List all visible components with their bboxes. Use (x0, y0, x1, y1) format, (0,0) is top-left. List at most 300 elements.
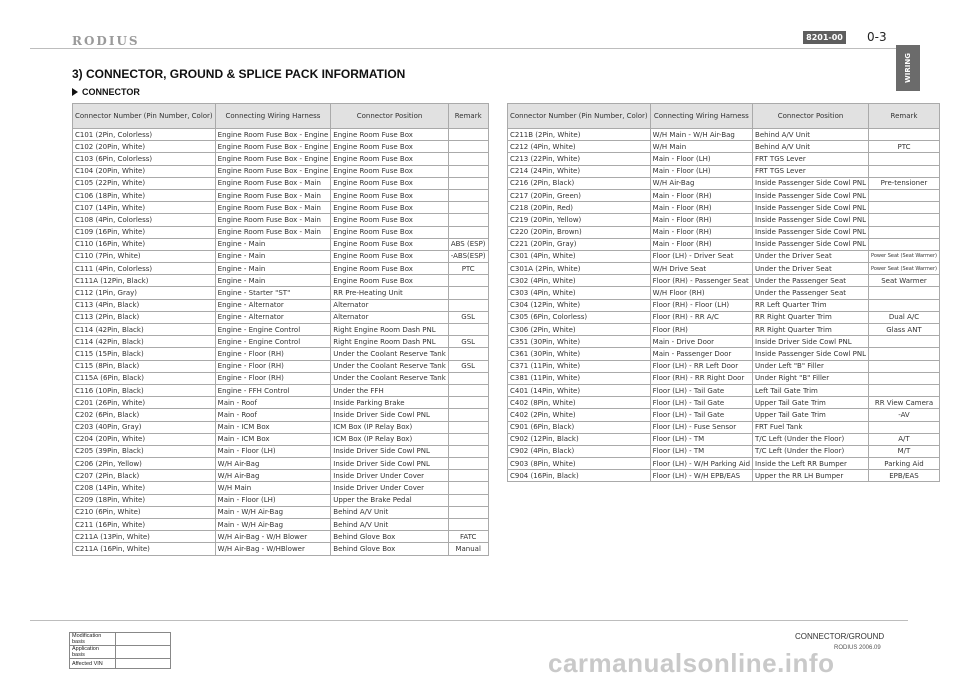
position-cell: Engine Room Fuse Box (331, 238, 448, 250)
remark-cell: -ABS(ESP) (448, 250, 488, 262)
position-cell: Alternator (331, 311, 448, 323)
harness-cell: Engine - Main (215, 263, 331, 275)
position-cell: Inside Passenger Side Cowl PNL (753, 348, 869, 360)
table-row (73, 202, 489, 214)
position-cell: Engine Room Fuse Box (331, 177, 448, 189)
harness-cell: Main - Floor (RH) (650, 226, 752, 238)
harness-cell: W/H Main (650, 141, 752, 153)
table-row (508, 263, 940, 275)
connector-number-cell: C216 (2Pin, Black) (508, 177, 651, 189)
remark-cell (448, 506, 488, 518)
connector-number-cell: C115 (15Pin, Black) (73, 348, 216, 360)
table-row (508, 372, 940, 384)
modification-box (69, 632, 171, 669)
table-row (73, 409, 489, 421)
position-cell: RR Left Quarter Trim (753, 299, 869, 311)
connector-number-cell: C302 (4Pin, White) (508, 275, 651, 287)
connector-number-cell: C351 (30Pin, White) (508, 336, 651, 348)
remark-cell: GSL (448, 360, 488, 372)
connector-number-cell: C301 (4Pin, White) (508, 250, 651, 262)
remark-cell (448, 214, 488, 226)
table-row (508, 189, 940, 201)
connector-number-cell: C904 (16Pin, Black) (508, 470, 651, 482)
remark-cell (448, 458, 488, 470)
harness-cell: Main - Roof (215, 409, 331, 421)
position-cell: ICM Box (IP Relay Box) (331, 433, 448, 445)
harness-cell: Floor (LH) - Tail Gate (650, 384, 752, 396)
remark-cell (868, 360, 939, 372)
position-cell: Under the Passenger Seat (753, 275, 869, 287)
table-row (508, 458, 940, 470)
harness-cell: Floor (LH) - W/H EPB/EAS (650, 470, 752, 482)
remark-cell (448, 348, 488, 360)
remark-cell (448, 202, 488, 214)
remark-cell: PTC (868, 141, 939, 153)
harness-cell: Engine Room Fuse Box - Engine (215, 129, 331, 141)
harness-cell: Engine - Main (215, 238, 331, 250)
position-cell: RR Pre-Heating Unit (331, 287, 448, 299)
connector-number-cell: C113 (2Pin, Black) (73, 311, 216, 323)
harness-cell: Engine - Alternator (215, 299, 331, 311)
remark-cell (448, 433, 488, 445)
modification-basis-value (116, 633, 171, 646)
connector-number-cell: C111 (4Pin, Colorless) (73, 263, 216, 275)
position-cell: Under the Passenger Seat (753, 287, 869, 299)
connector-number-cell: C401 (14Pin, White) (508, 384, 651, 396)
connector-number-cell: C111A (12Pin, Black) (73, 275, 216, 287)
table-row (508, 470, 940, 482)
connector-number-cell: C218 (20Pin, Red) (508, 202, 651, 214)
position-cell: Inside the Left RR Bumper (753, 458, 869, 470)
connector-number-cell: C305 (6Pin, Colorless) (508, 311, 651, 323)
harness-cell: Main - Floor (LH) (650, 165, 752, 177)
table-row (508, 202, 940, 214)
connector-number-cell: C203 (40Pin, Gray) (73, 421, 216, 433)
position-cell: Inside Driver Side Cowl PNL (331, 445, 448, 457)
harness-cell: Engine - Floor (RH) (215, 360, 331, 372)
remark-cell: Glass ANT (868, 324, 939, 336)
table-row (508, 397, 940, 409)
position-cell: Behind Glove Box (331, 543, 448, 555)
harness-cell: W/H Main - W/H Air-Bag (650, 129, 752, 141)
table-header-row (508, 104, 940, 129)
table-row (73, 482, 489, 494)
connector-number-cell: C381 (11Pin, White) (508, 372, 651, 384)
position-cell: Inside Driver Side Cowl PNL (331, 458, 448, 470)
connector-number-cell: C110 (16Pin, White) (73, 238, 216, 250)
table-row (73, 372, 489, 384)
remark-cell: -AV (868, 409, 939, 421)
col-header-harness: Connecting Wiring Harness (215, 104, 331, 129)
remark-cell: Manual (448, 543, 488, 555)
harness-cell: Engine Room Fuse Box - Main (215, 202, 331, 214)
connector-number-cell: C209 (18Pin, White) (73, 494, 216, 506)
position-cell: Under the Coolant Reserve Tank (331, 372, 448, 384)
table-row (73, 287, 489, 299)
table-row (73, 263, 489, 275)
harness-cell: Engine - Starter "ST" (215, 287, 331, 299)
table-header-row (73, 104, 489, 129)
harness-cell: Engine Room Fuse Box - Main (215, 226, 331, 238)
connector-number-cell: C114 (42Pin, Black) (73, 336, 216, 348)
harness-cell: Engine - Floor (RH) (215, 372, 331, 384)
remark-cell (868, 189, 939, 201)
remark-cell: Power Seat (Seat Warmer) (868, 263, 939, 275)
connector-number-cell: C105 (22Pin, White) (73, 177, 216, 189)
remark-cell (448, 519, 488, 531)
remark-cell (448, 470, 488, 482)
table-row (73, 494, 489, 506)
remark-cell (448, 494, 488, 506)
table-row (73, 519, 489, 531)
remark-cell (448, 324, 488, 336)
remark-cell (868, 372, 939, 384)
harness-cell: Main - Floor (RH) (650, 202, 752, 214)
table-row (508, 226, 940, 238)
harness-cell: W/H Floor (RH) (650, 287, 752, 299)
position-cell: Engine Room Fuse Box (331, 250, 448, 262)
harness-cell: W/H Main (215, 482, 331, 494)
position-cell: Engine Room Fuse Box (331, 129, 448, 141)
connector-number-cell: C103 (6Pin, Colorless) (73, 153, 216, 165)
position-cell: Engine Room Fuse Box (331, 202, 448, 214)
remark-cell (448, 153, 488, 165)
remark-cell (868, 299, 939, 311)
affected-vin-value (116, 659, 171, 669)
position-cell: Engine Room Fuse Box (331, 214, 448, 226)
header-rule (30, 48, 908, 49)
harness-cell: Floor (RH) - Floor (LH) (650, 299, 752, 311)
table-row (73, 470, 489, 482)
remark-cell (448, 421, 488, 433)
table-row (508, 129, 940, 141)
position-cell: Inside Passenger Side Cowl PNL (753, 214, 869, 226)
connector-number-cell: C109 (16Pin, White) (73, 226, 216, 238)
remark-cell: Seat Warmer (868, 275, 939, 287)
position-cell: Alternator (331, 299, 448, 311)
footer-title: CONNECTOR/GROUND (795, 632, 885, 641)
connector-table-right (507, 103, 940, 482)
connector-number-cell: C214 (24Pin, White) (508, 165, 651, 177)
table-row (508, 275, 940, 287)
position-cell: Engine Room Fuse Box (331, 153, 448, 165)
connector-number-cell: C902 (4Pin, Black) (508, 445, 651, 457)
connector-number-cell: C101 (2Pin, Colorless) (73, 129, 216, 141)
harness-cell: W/H Air-Bag (215, 458, 331, 470)
position-cell: Under Left "B" Filler (753, 360, 869, 372)
connector-table-left (72, 103, 489, 556)
table-row (73, 445, 489, 457)
harness-cell: Main - Floor (RH) (650, 189, 752, 201)
position-cell: Behind A/V Unit (331, 519, 448, 531)
table-row (73, 336, 489, 348)
harness-cell: W/H Air-Bag - W/HBlower (215, 543, 331, 555)
remark-cell (448, 372, 488, 384)
table-row (73, 141, 489, 153)
connector-number-cell: C204 (20Pin, White) (73, 433, 216, 445)
table-row (73, 421, 489, 433)
remark-cell (448, 177, 488, 189)
connector-number-cell: C113 (4Pin, Black) (73, 299, 216, 311)
harness-cell: Floor (LH) - Tail Gate (650, 409, 752, 421)
harness-cell: W/H Air-Bag - W/H Blower (215, 531, 331, 543)
remark-cell (868, 129, 939, 141)
position-cell: Right Engine Room Dash PNL (331, 336, 448, 348)
remark-cell (448, 482, 488, 494)
harness-cell: W/H Drive Seat (650, 263, 752, 275)
position-cell: Inside Passenger Side Cowl PNL (753, 177, 869, 189)
chapter-side-tab[interactable] (896, 45, 920, 91)
table-row (508, 177, 940, 189)
connector-number-cell: C306 (2Pin, White) (508, 324, 651, 336)
connector-number-cell: C211 (16Pin, White) (73, 519, 216, 531)
col-header-number: Connector Number (Pin Number, Color) (508, 104, 651, 129)
harness-cell: Main - Passenger Door (650, 348, 752, 360)
table-row (73, 250, 489, 262)
col-header-remark: Remark (448, 104, 488, 129)
connector-number-cell: C106 (18Pin, White) (73, 189, 216, 201)
harness-cell: W/H Air-Bag (650, 177, 752, 189)
section-title: 3) CONNECTOR, GROUND & SPLICE PACK INFORMATION (72, 67, 406, 81)
harness-cell: Engine Room Fuse Box - Main (215, 214, 331, 226)
section-code-badge: 8201-00 (803, 31, 846, 44)
table-row (73, 165, 489, 177)
remark-cell: A/T (868, 433, 939, 445)
position-cell: Inside Passenger Side Cowl PNL (753, 238, 869, 250)
table-row (508, 165, 940, 177)
connector-number-cell: C902 (12Pin, Black) (508, 433, 651, 445)
position-cell: Right Engine Room Dash PNL (331, 324, 448, 336)
triangle-bullet-icon (72, 88, 78, 96)
table-row (508, 141, 940, 153)
position-cell: Under Right "B" Filler (753, 372, 869, 384)
remark-cell (448, 397, 488, 409)
watermark-text: carmanualsonline.info (548, 648, 835, 678)
position-cell: Engine Room Fuse Box (331, 189, 448, 201)
remark-cell (868, 202, 939, 214)
connector-number-cell: C202 (6Pin, Black) (73, 409, 216, 421)
table-row (73, 397, 489, 409)
table-row (73, 348, 489, 360)
remark-cell (448, 275, 488, 287)
connector-number-cell: C211A (13Pin, White) (73, 531, 216, 543)
page-number: 0-3 (867, 30, 887, 44)
table-row (508, 409, 940, 421)
table-row (73, 129, 489, 141)
connector-number-cell: C102 (20Pin, White) (73, 141, 216, 153)
connector-number-cell: C361 (30Pin, White) (508, 348, 651, 360)
connector-number-cell: C371 (11Pin, White) (508, 360, 651, 372)
table-row (73, 153, 489, 165)
harness-cell: Floor (RH) (650, 324, 752, 336)
remark-cell (868, 287, 939, 299)
harness-cell: Main - Floor (RH) (650, 214, 752, 226)
connector-number-cell: C211A (16Pin, White) (73, 543, 216, 555)
footer-rule (30, 620, 908, 621)
harness-cell: Main - Floor (LH) (650, 153, 752, 165)
table-row (73, 226, 489, 238)
table-row (508, 433, 940, 445)
remark-cell (448, 287, 488, 299)
table-row (508, 324, 940, 336)
position-cell: Inside Driver Under Cover (331, 470, 448, 482)
brand-logo: RODIUS (72, 34, 140, 48)
harness-cell: Main - Floor (LH) (215, 445, 331, 457)
position-cell: Inside Driver Side Cowl PNL (753, 336, 869, 348)
position-cell: Inside Passenger Side Cowl PNL (753, 189, 869, 201)
remark-cell: Pre-tensioner (868, 177, 939, 189)
table-row (73, 238, 489, 250)
table-row (73, 275, 489, 287)
connector-number-cell: C104 (20Pin, White) (73, 165, 216, 177)
remark-cell (868, 238, 939, 250)
table-row (73, 299, 489, 311)
table-row (508, 250, 940, 262)
harness-cell: Floor (RH) - Passenger Seat (650, 275, 752, 287)
modification-basis-label: Modification basis (70, 633, 116, 646)
col-header-number: Connector Number (Pin Number, Color) (73, 104, 216, 129)
harness-cell: Main - Floor (LH) (215, 494, 331, 506)
harness-cell: Main - Floor (RH) (650, 238, 752, 250)
table-row (508, 421, 940, 433)
harness-cell: Main - ICM Box (215, 433, 331, 445)
table-row (508, 153, 940, 165)
position-cell: Engine Room Fuse Box (331, 263, 448, 275)
position-cell: T/C Left (Under the Floor) (753, 433, 869, 445)
position-cell: Inside Passenger Side Cowl PNL (753, 226, 869, 238)
harness-cell: Engine - Main (215, 275, 331, 287)
remark-cell: PTC (448, 263, 488, 275)
connector-number-cell: C205 (39Pin, Black) (73, 445, 216, 457)
table-row (73, 189, 489, 201)
connector-number-cell: C115 (8Pin, Black) (73, 360, 216, 372)
table-row (73, 531, 489, 543)
application-basis-value (116, 646, 171, 659)
col-header-remark: Remark (868, 104, 939, 129)
table-row (508, 384, 940, 396)
remark-cell (868, 153, 939, 165)
connector-number-cell: C212 (4Pin, White) (508, 141, 651, 153)
remark-cell: GSL (448, 311, 488, 323)
connector-number-cell: C301A (2Pin, White) (508, 263, 651, 275)
harness-cell: Floor (LH) - Tail Gate (650, 397, 752, 409)
application-basis-label: Application basis (70, 646, 116, 659)
table-row (73, 214, 489, 226)
position-cell: Under the Driver Seat (753, 250, 869, 262)
remark-cell (448, 165, 488, 177)
table-row (73, 360, 489, 372)
connector-number-cell: C211B (2Pin, White) (508, 129, 651, 141)
position-cell: Behind Glove Box (331, 531, 448, 543)
position-cell: Inside Passenger Side Cowl PNL (753, 202, 869, 214)
connector-number-cell: C213 (22Pin, White) (508, 153, 651, 165)
connector-number-cell: C115A (6Pin, Black) (73, 372, 216, 384)
position-cell: Upper the RR LH Bumper (753, 470, 869, 482)
harness-cell: Floor (LH) - RR Left Door (650, 360, 752, 372)
table-row (73, 458, 489, 470)
remark-cell: Parking Aid (868, 458, 939, 470)
connector-number-cell: C304 (12Pin, White) (508, 299, 651, 311)
position-cell: Upper the Brake Pedal (331, 494, 448, 506)
harness-cell: Floor (LH) - Fuse Sensor (650, 421, 752, 433)
col-header-harness: Connecting Wiring Harness (650, 104, 752, 129)
harness-cell: Main - ICM Box (215, 421, 331, 433)
connector-number-cell: C402 (8Pin, White) (508, 397, 651, 409)
remark-cell (448, 129, 488, 141)
harness-cell: Floor (RH) - RR Right Door (650, 372, 752, 384)
remark-cell: FATC (448, 531, 488, 543)
harness-cell: Main - Drive Door (650, 336, 752, 348)
harness-cell: Engine - Engine Control (215, 336, 331, 348)
position-cell: Left Tail Gate Trim (753, 384, 869, 396)
table-row (508, 360, 940, 372)
connector-number-cell: C207 (2Pin, Black) (73, 470, 216, 482)
table-row (508, 311, 940, 323)
position-cell: RR Right Quarter Trim (753, 311, 869, 323)
table-row (73, 506, 489, 518)
position-cell: Inside Driver Side Cowl PNL (331, 409, 448, 421)
remark-cell (448, 384, 488, 396)
connector-number-cell: C116 (10Pin, Black) (73, 384, 216, 396)
remark-cell (868, 165, 939, 177)
sub-title-text: CONNECTOR (82, 87, 140, 97)
position-cell: FRT TGS Lever (753, 153, 869, 165)
connector-number-cell: C110 (7Pin, White) (73, 250, 216, 262)
remark-cell (448, 445, 488, 457)
remark-cell: EPB/EAS (868, 470, 939, 482)
position-cell: T/C Left (Under the Floor) (753, 445, 869, 457)
table-row (73, 324, 489, 336)
connector-number-cell: C210 (6Pin, White) (73, 506, 216, 518)
table-row (508, 287, 940, 299)
table-row (508, 348, 940, 360)
harness-cell: Engine Room Fuse Box - Engine (215, 153, 331, 165)
position-cell: Inside Driver Under Cover (331, 482, 448, 494)
table-row (508, 299, 940, 311)
position-cell: Engine Room Fuse Box (331, 165, 448, 177)
remark-cell (448, 226, 488, 238)
harness-cell: Engine Room Fuse Box - Engine (215, 141, 331, 153)
connector-number-cell: C901 (6Pin, Black) (508, 421, 651, 433)
remark-cell (448, 299, 488, 311)
connector-number-cell: C208 (14Pin, White) (73, 482, 216, 494)
table-row (73, 177, 489, 189)
remark-cell (868, 226, 939, 238)
position-cell: Upper Tail Gate Trim (753, 397, 869, 409)
connector-number-cell: C206 (2Pin, Yellow) (73, 458, 216, 470)
harness-cell: Engine - FFH Control (215, 384, 331, 396)
remark-cell (448, 189, 488, 201)
remark-cell (448, 141, 488, 153)
harness-cell: Engine Room Fuse Box - Main (215, 189, 331, 201)
harness-cell: Engine - Floor (RH) (215, 348, 331, 360)
connector-number-cell: C219 (20Pin, Yellow) (508, 214, 651, 226)
position-cell: FRT Fuel Tank (753, 421, 869, 433)
remark-cell: ABS (ESP) (448, 238, 488, 250)
harness-cell: Engine Room Fuse Box - Main (215, 177, 331, 189)
col-header-position: Connector Position (753, 104, 869, 129)
table-row (508, 445, 940, 457)
position-cell: Under the Coolant Reserve Tank (331, 360, 448, 372)
table-row (508, 214, 940, 226)
table-row (508, 238, 940, 250)
col-header-position: Connector Position (331, 104, 448, 129)
position-cell: Engine Room Fuse Box (331, 226, 448, 238)
harness-cell: Engine - Engine Control (215, 324, 331, 336)
remark-cell (868, 214, 939, 226)
position-cell: Under the Coolant Reserve Tank (331, 348, 448, 360)
connector-number-cell: C220 (20Pin, Brown) (508, 226, 651, 238)
